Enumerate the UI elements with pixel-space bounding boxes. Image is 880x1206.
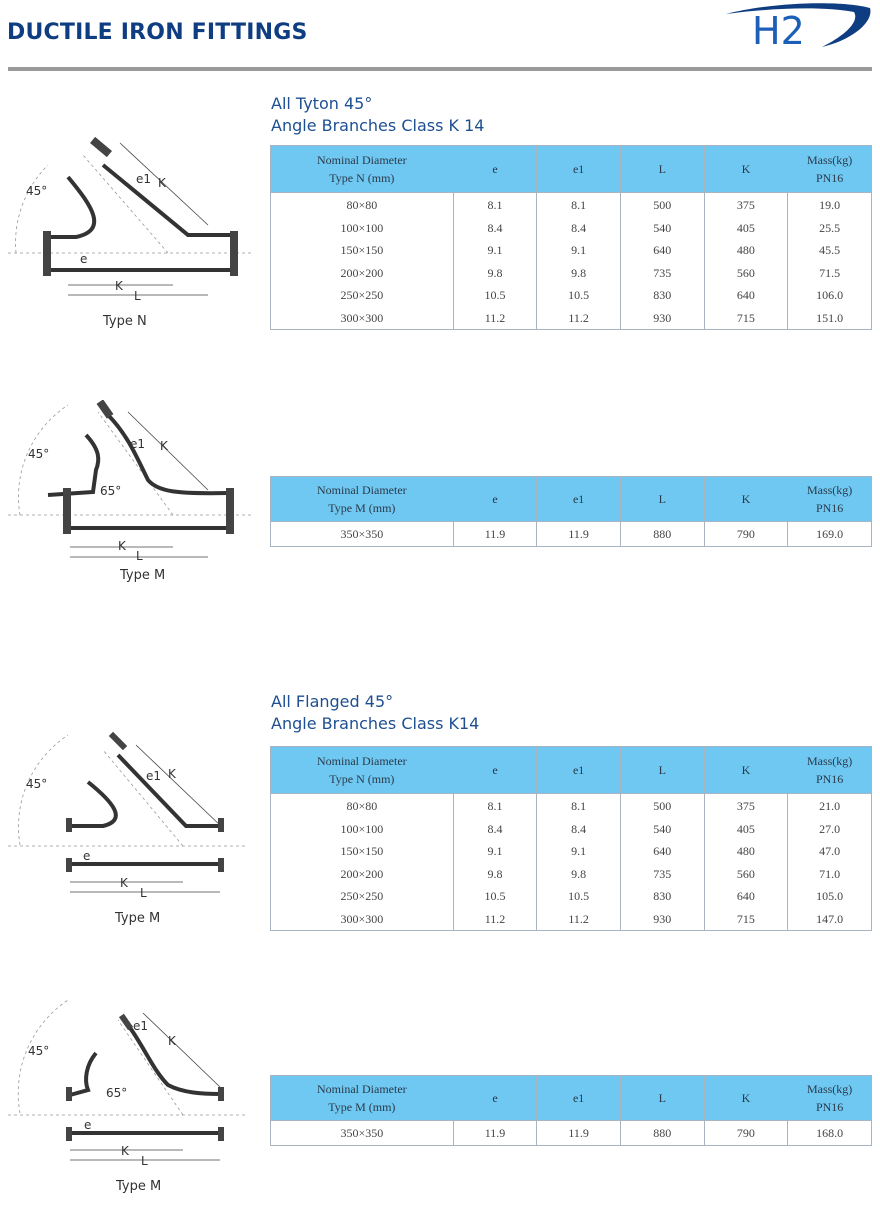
section-title-line2: Angle Branches Class K 14 [271,116,485,135]
dim-k-branch-label: K [168,767,176,781]
header-divider [8,67,872,71]
table-header-row [271,1076,872,1121]
angle2-label: 65° [106,1086,128,1100]
section-title-line2: Angle Branches Class K14 [271,714,480,733]
cell-k: 790 [704,522,788,547]
table-header-row [271,477,872,522]
cell-e: 8.4 [453,217,537,240]
table-body [271,1121,872,1146]
cell-diameter: 150×150 [271,840,454,863]
cell-diameter: 80×80 [271,794,454,818]
flange-branch [109,732,127,750]
header-l: L [620,747,704,794]
section-title-tyton [271,93,484,137]
cell-diameter: 100×100 [271,217,454,240]
header-nominal-diameter: Nominal Diameter Type N (mm) [271,146,454,193]
dim-e-label: e [83,849,91,863]
drawing-tyton-type-n [8,135,258,335]
drawing-caption: Type N [103,314,147,329]
h2-logo [722,0,874,54]
flange-left [66,818,72,832]
cell-mass: 45.5 [788,239,872,262]
table-header-row [271,146,872,193]
cell-k: 405 [704,818,788,841]
cell-l: 540 [620,217,704,240]
flange-right [218,1087,224,1101]
header-l: L [620,477,704,522]
flange-bottom-left [66,858,72,872]
header-nominal-diameter: Nominal Diameter Type N (mm) [271,747,454,794]
cell-k: 715 [704,908,788,931]
header-l: L [620,1076,704,1121]
dim-l-label: L [140,886,147,900]
cell-mass: 105.0 [788,885,872,908]
socket-right [226,488,234,534]
branch-inner-wall [48,177,94,237]
cell-mass: 47.0 [788,840,872,863]
cell-mass: 169.0 [788,522,872,547]
cell-diameter: 300×300 [271,908,454,931]
cell-mass: 21.0 [788,794,872,818]
header-k: K [704,477,788,522]
cell-k: 480 [704,840,788,863]
dim-k-label: K [120,876,128,890]
header-mass: Mass(kg) PN16 [788,477,872,522]
cell-l: 735 [620,863,704,886]
cell-l: 930 [620,908,704,931]
spec-table-flanged-type-m [270,1075,872,1146]
branch-inner-wall [48,435,98,495]
header-k: K [704,1076,788,1121]
cell-e: 9.1 [453,239,537,262]
header-l: L [620,146,704,193]
table-row [271,284,872,307]
dim-e1-label: e1 [133,1019,149,1033]
socket-branch [90,137,112,157]
header-k: K [704,146,788,193]
branch-centerline [83,155,168,253]
table-row [271,1121,872,1146]
cell-e: 11.2 [453,908,537,931]
header-e1: e1 [537,1076,621,1121]
branch-outer-wall [118,755,220,826]
drawing-caption: Type M [115,911,161,926]
cell-diameter: 150×150 [271,239,454,262]
table-row [271,818,872,841]
cell-e: 11.2 [453,307,537,330]
dim-k-label: K [121,1144,129,1158]
cell-mass: 168.0 [788,1121,872,1146]
cell-diameter: 200×200 [271,262,454,285]
cell-l: 735 [620,262,704,285]
cell-mass: 71.0 [788,863,872,886]
cell-k: 715 [704,307,788,330]
branch-inner-wall [70,1053,96,1095]
dim-k-branch-label: K [168,1034,176,1048]
flange-branch [119,1014,133,1031]
section-title-line1: All Flanged 45° [271,692,394,711]
cell-e1: 11.2 [537,908,621,931]
cell-k: 640 [704,885,788,908]
dim-k-branch-label: K [160,439,168,453]
cell-e: 11.9 [453,522,537,547]
cell-diameter: 350×350 [271,1121,454,1146]
table-body [271,794,872,931]
branch-outer-wall [103,165,233,235]
cell-k: 790 [704,1121,788,1146]
cell-k: 640 [704,284,788,307]
dim-l-label: L [134,289,141,303]
cell-e1: 8.1 [537,193,621,217]
cell-k: 405 [704,217,788,240]
cell-e1: 8.1 [537,794,621,818]
cell-e1: 8.4 [537,818,621,841]
drawing-caption: Type M [116,1179,162,1194]
cell-mass: 147.0 [788,908,872,931]
table-body [271,193,872,330]
dim-k-branch-label: K [158,176,166,190]
header-e1: e1 [537,477,621,522]
cell-k: 560 [704,863,788,886]
cell-e1: 10.5 [537,885,621,908]
spec-table-tyton-type-n [270,145,872,330]
table-row [271,885,872,908]
flange-bottom-right [218,1127,224,1141]
dim-k-branch-line [143,1013,220,1087]
cell-l: 500 [620,794,704,818]
cell-e1: 9.1 [537,239,621,262]
cell-l: 880 [620,522,704,547]
table-row [271,908,872,931]
dim-e-label: e [84,1118,92,1132]
cell-k: 375 [704,794,788,818]
angle-label: 45° [28,447,50,461]
cell-mass: 27.0 [788,818,872,841]
cell-e1: 10.5 [537,284,621,307]
drawing-tyton-type-m [8,400,258,590]
cell-l: 880 [620,1121,704,1146]
cell-l: 930 [620,307,704,330]
header-e: e [453,477,537,522]
cell-diameter: 250×250 [271,284,454,307]
cell-diameter: 100×100 [271,818,454,841]
angle2-label: 65° [100,484,122,498]
cell-mass: 25.5 [788,217,872,240]
dim-e1-label: e1 [136,172,152,186]
flange-bottom-right [218,858,224,872]
header-nominal-diameter: Nominal Diameter Type M (mm) [271,1076,454,1121]
cell-l: 640 [620,239,704,262]
dim-l-label: L [141,1154,148,1168]
spec-table-flanged-type-n [270,746,872,931]
cell-l: 830 [620,284,704,307]
page-title: DUCTILE IRON FITTINGS [7,20,308,45]
branch-centerline [98,412,173,515]
cell-l: 540 [620,818,704,841]
branch-centerline [103,750,183,846]
flange-right [218,818,224,832]
header-e1: e1 [537,146,621,193]
cell-k: 375 [704,193,788,217]
angle-label: 45° [26,777,48,791]
cell-k: 560 [704,262,788,285]
cell-mass: 106.0 [788,284,872,307]
cell-e1: 9.1 [537,840,621,863]
section-title-line1: All Tyton 45° [271,94,373,113]
header-e: e [453,747,537,794]
section-title-flanged [271,691,479,735]
table-row [271,522,872,547]
header-mass: Mass(kg) PN16 [788,1076,872,1121]
table-header-row [271,747,872,794]
table-row [271,794,872,818]
cell-e1: 11.9 [537,1121,621,1146]
cell-diameter: 250×250 [271,885,454,908]
flange-bottom-left [66,1127,72,1141]
cell-e: 8.1 [453,193,537,217]
cell-e: 8.1 [453,794,537,818]
cell-diameter: 300×300 [271,307,454,330]
cell-l: 500 [620,193,704,217]
cell-l: 830 [620,885,704,908]
logo-text: H2 [752,9,805,53]
cell-mass: 151.0 [788,307,872,330]
dim-e-label: e [80,252,88,266]
drawing-flanged-type-m-large [8,995,258,1200]
dim-k-label: K [118,539,126,553]
branch-inner-wall [70,782,116,826]
header-nominal-diameter: Nominal Diameter Type M (mm) [271,477,454,522]
dim-e1-label: e1 [130,437,146,451]
socket-left [63,488,71,534]
table-row [271,193,872,217]
header-e: e [453,146,537,193]
cell-diameter: 350×350 [271,522,454,547]
angle-label: 45° [26,184,48,198]
cell-e1: 9.8 [537,262,621,285]
cell-e: 8.4 [453,818,537,841]
cell-mass: 19.0 [788,193,872,217]
cell-e: 9.8 [453,863,537,886]
header-mass: Mass(kg) PN16 [788,146,872,193]
table-row [271,307,872,330]
cell-k: 480 [704,239,788,262]
cell-e1: 11.2 [537,307,621,330]
cell-e: 10.5 [453,284,537,307]
cell-e1: 11.9 [537,522,621,547]
cell-e: 11.9 [453,1121,537,1146]
table-row [271,863,872,886]
spec-table-tyton-type-m [270,476,872,547]
cell-mass: 71.5 [788,262,872,285]
cell-e: 10.5 [453,885,537,908]
cell-e1: 8.4 [537,217,621,240]
cell-diameter: 80×80 [271,193,454,217]
header-k: K [704,747,788,794]
socket-left [43,231,51,276]
cell-e1: 9.8 [537,863,621,886]
header-e1: e1 [537,747,621,794]
table-row [271,262,872,285]
table-row [271,239,872,262]
table-row [271,840,872,863]
dim-k-branch-line [128,412,208,490]
table-row [271,217,872,240]
header-e: e [453,1076,537,1121]
cell-l: 640 [620,840,704,863]
cell-e: 9.8 [453,262,537,285]
drawing-caption: Type M [120,568,166,583]
dim-l-label: L [136,549,143,563]
flange-left [66,1087,72,1101]
header-mass: Mass(kg) PN16 [788,747,872,794]
dim-k-label: K [115,279,123,293]
cell-diameter: 200×200 [271,863,454,886]
drawing-flanged-type-m [8,730,258,930]
table-body [271,522,872,547]
cell-e: 9.1 [453,840,537,863]
angle-label: 45° [28,1044,50,1058]
socket-right [230,231,238,276]
dim-e1-label: e1 [146,769,162,783]
branch-outer-wall [108,415,228,493]
